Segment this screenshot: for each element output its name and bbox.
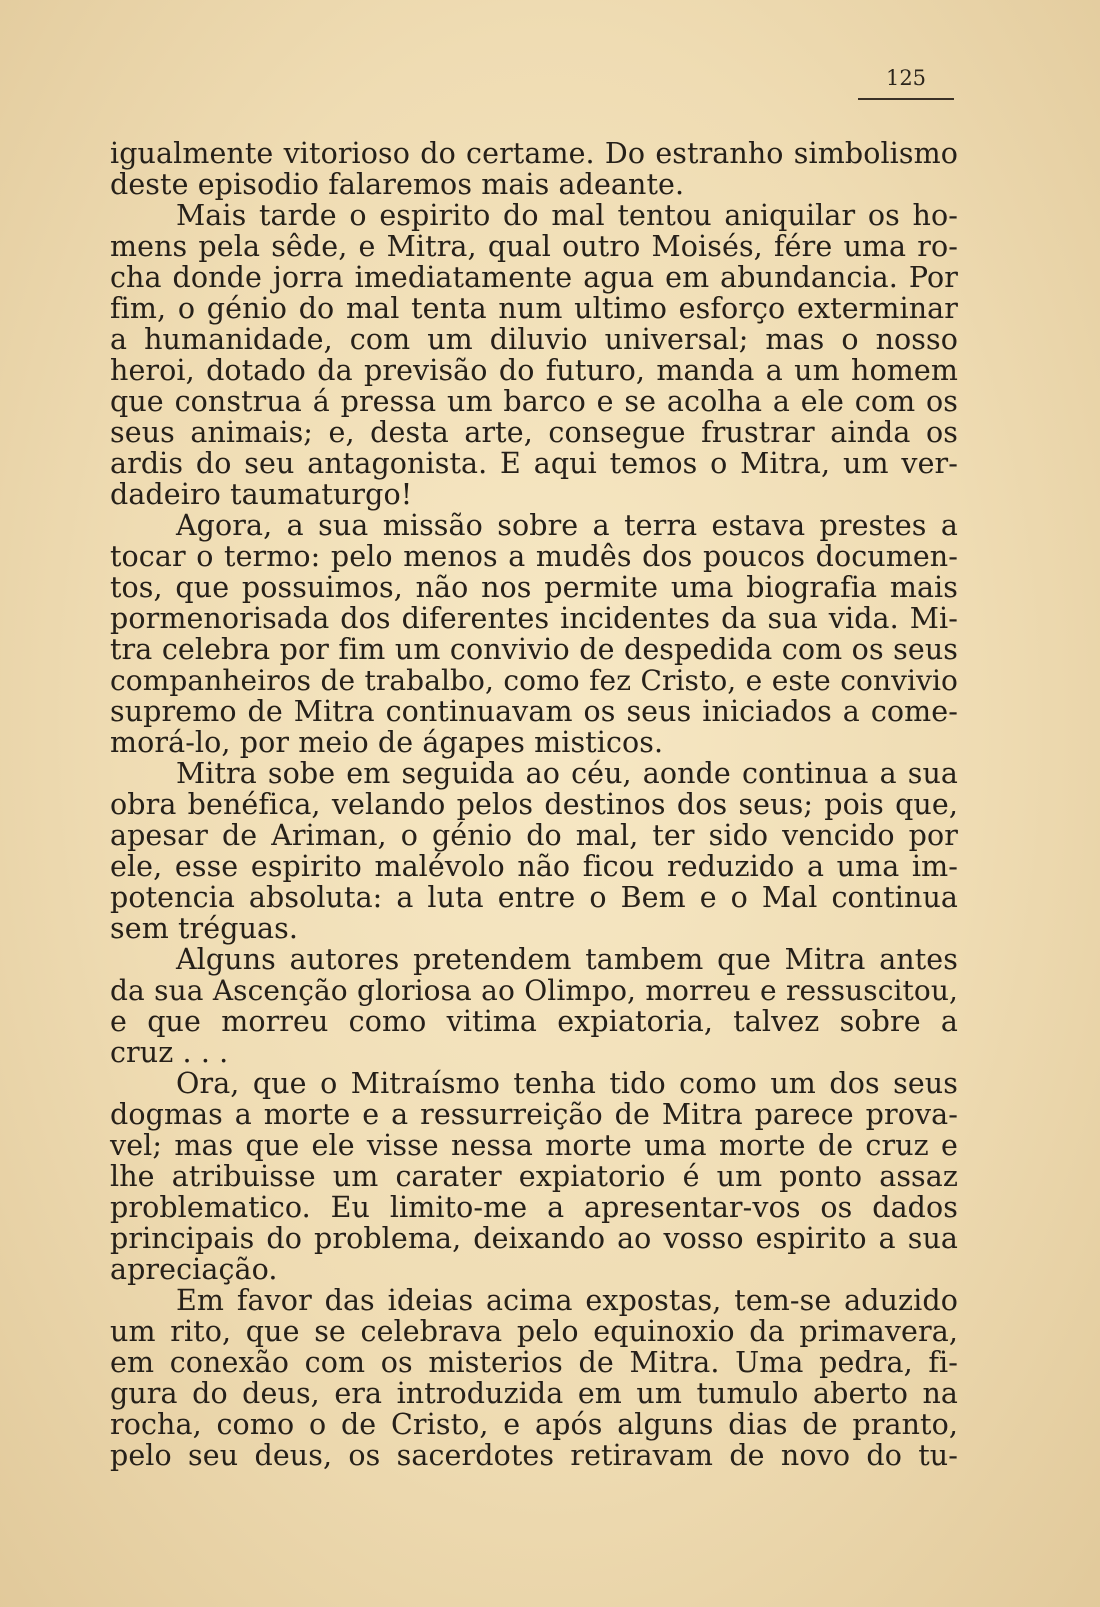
text-line: ardis do seu antagonista. E aqui temos o Mitra, um ver- — [110, 447, 958, 480]
text-line: deste episodio falaremos mais adeante. — [110, 168, 685, 201]
text-line: cha donde jorra imediatamente agua em abundancia. Por — [110, 261, 958, 294]
text-line: da sua Ascenção gloriosa ao Olimpo, morreu e ressuscitou, — [110, 974, 958, 1007]
text-line: a humanidade, com um diluvio universal; mas o nosso — [110, 323, 958, 356]
text-line: potencia absoluta: a luta entre o Bem e o Mal continua — [110, 881, 958, 914]
text-line: Ora, que o Mitraísmo tenha tido como um dos seus — [176, 1067, 958, 1100]
text-line: pelo seu deus, os sacerdotes retiravam de novo do tu- — [110, 1439, 958, 1472]
page-number: 125 — [885, 66, 927, 90]
text-line: vel; mas que ele visse nessa morte uma morte de cruz e — [110, 1129, 958, 1162]
text-line: em conexão com os misterios de Mitra. Uma pedra, fi- — [110, 1346, 958, 1379]
text-line: Agora, a sua missão sobre a terra estava prestes a — [176, 509, 958, 542]
text-line: companheiros de trabalbo, como fez Cristo, e este convivio — [110, 664, 958, 697]
text-line: heroi, dotado da previsão do futuro, manda a um homem — [110, 354, 958, 387]
body-text — [110, 138, 958, 1471]
text-line: apreciação. — [110, 1253, 278, 1286]
text-line: problematico. Eu limito-me a apresentar-vos os dados — [110, 1191, 958, 1224]
text-line: principais do problema, deixando ao vosso espirito a sua — [110, 1222, 958, 1255]
text-line: Mais tarde o espirito do mal tentou aniquilar os ho- — [176, 199, 958, 232]
text-line: Alguns autores pretendem tambem que Mitra antes — [176, 943, 958, 976]
text-line: mens pela sêde, e Mitra, qual outro Moisés, fére uma ro- — [110, 230, 958, 263]
text-line: tocar o termo: pelo menos a mudês dos poucos documen- — [110, 540, 958, 573]
text-line: dadeiro taumaturgo! — [110, 478, 413, 511]
text-line: lhe atribuisse um carater expiatorio é um ponto assaz — [110, 1160, 958, 1193]
text-line: Em favor das ideias acima expostas, tem-se aduzido — [176, 1284, 958, 1317]
text-line: apesar de Ariman, o génio do mal, ter sido vencido por — [110, 819, 958, 852]
text-line: um rito, que se celebrava pelo equinoxio da primavera, — [110, 1315, 958, 1348]
text-line: morá-lo, por meio de ágapes misticos. — [110, 726, 664, 759]
text-line: fim, o génio do mal tenta num ultimo esforço exterminar — [110, 292, 958, 325]
text-line: que construa á pressa um barco e se acolha a ele com os — [110, 385, 958, 418]
text-line: dogmas a morte e a ressurreição de Mitra parece prova- — [110, 1098, 958, 1131]
text-line: obra benéfica, velando pelos destinos dos seus; pois que, — [110, 788, 958, 821]
text-line: sem tréguas. — [110, 912, 298, 945]
text-line: Mitra sobe em seguida ao céu, aonde continua a sua — [176, 757, 958, 790]
text-line: ele, esse espirito malévolo não ficou reduzido a uma im- — [110, 850, 958, 883]
text-line: pormenorisada dos diferentes incidentes da sua vida. Mi- — [110, 602, 958, 635]
page-number-rule — [858, 98, 954, 100]
text-line: cruz . . . — [110, 1036, 229, 1069]
text-line: rocha, como o de Cristo, e após alguns dias de pranto, — [110, 1408, 958, 1441]
text-line: igualmente vitorioso do certame. Do estranho simbolismo — [110, 137, 958, 170]
text-line: tos, que possuimos, não nos permite uma biografia mais — [110, 571, 958, 604]
text-line: seus animais; e, desta arte, consegue frustrar ainda os — [110, 416, 958, 449]
text-line: tra celebra por fim um convivio de despedida com os seus — [110, 633, 958, 666]
text-line: e que morreu como vitima expiatoria, talvez sobre a — [110, 1005, 958, 1038]
text-line: supremo de Mitra continuavam os seus iniciados a come- — [110, 695, 958, 728]
text-line: gura do deus, era introduzida em um tumulo aberto na — [110, 1377, 958, 1410]
